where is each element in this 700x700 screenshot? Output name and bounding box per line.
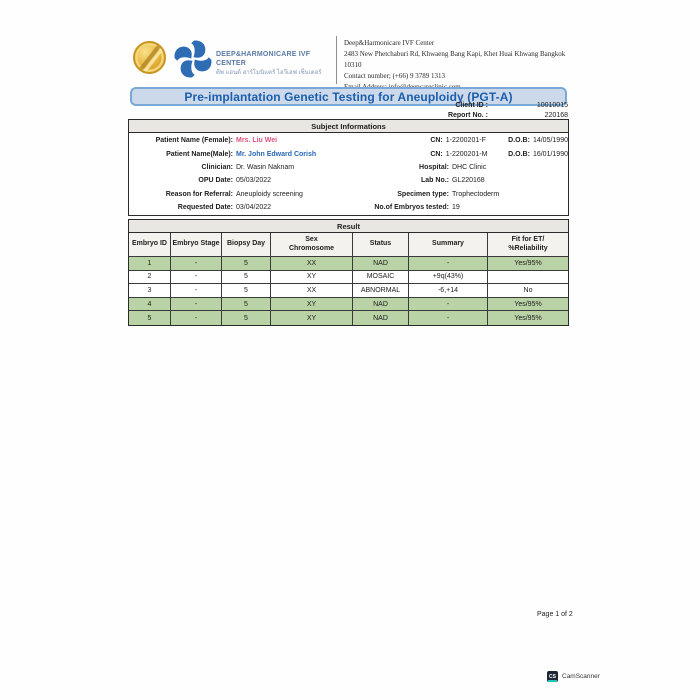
contact-line: Contact number; (+66) 9 3789 1313	[344, 72, 445, 80]
clinic-pinwheel-logo-icon	[172, 38, 214, 80]
camscanner-label: CamScanner	[562, 673, 600, 680]
cell-sex-chromosome: XX	[271, 284, 353, 298]
column-header: Embryo Stage	[171, 233, 222, 257]
report-no-label: Report No. :	[447, 112, 488, 120]
cell-sex-chromosome: XX	[271, 257, 353, 271]
column-header: Fit for ET/ %Reliability	[488, 233, 568, 257]
field-label: Specimen type:	[397, 190, 449, 198]
field-value: Aneuploidy screening	[236, 190, 303, 198]
patient-female-name: Mrs. Liu Wei	[236, 137, 278, 145]
report-no-value: 220168	[544, 112, 568, 120]
cell-biopsy-day: 5	[222, 271, 271, 285]
cell-sex-chromosome: XY	[271, 311, 353, 325]
cell-status: NAD	[353, 257, 409, 271]
field-value: 05/03/2022	[236, 177, 272, 185]
field-label: Reason for Referral:	[165, 190, 233, 198]
field-value: 19	[452, 204, 460, 212]
result-table-header	[129, 233, 568, 257]
cell-biopsy-day: 5	[222, 257, 271, 271]
client-id-value: 10010015	[536, 101, 568, 109]
cell-embryo-stage: -	[171, 311, 222, 325]
cell-fit-for-et: No	[488, 284, 568, 298]
contact-line: 2483 New Phetchaburi Rd, Khwaeng Bang Kapi, Khet Huai Khwang Bangkok 10310	[344, 50, 566, 69]
field-value: GL220168	[452, 177, 485, 185]
field-value: Trophectoderm	[452, 190, 500, 198]
subject-row	[129, 161, 568, 174]
result-section-title: Result	[129, 220, 568, 233]
cell-fit-for-et	[488, 271, 568, 285]
field-label: Patient Name (Female):	[155, 137, 233, 145]
subject-row	[129, 174, 568, 187]
subject-section-title: Subject Informations	[129, 120, 568, 133]
cell-embryo-stage: -	[171, 284, 222, 298]
camscanner-watermark	[547, 671, 600, 682]
cell-fit-for-et: Yes/95%	[488, 298, 568, 312]
field-value: DHC Clinic	[452, 163, 487, 171]
org-name: DEEP&HARMONICARE IVF CENTER	[216, 51, 311, 67]
contact-block	[336, 36, 572, 84]
field-value: Dr. Wasin Naknam	[236, 163, 295, 171]
cell-summary: -	[409, 257, 488, 271]
cell-summary: -	[409, 311, 488, 325]
subject-row	[129, 201, 568, 214]
subject-row	[129, 188, 568, 201]
field-label: D.O.B:	[508, 150, 530, 158]
cell-status: MOSAIC	[353, 271, 409, 285]
report-title: Pre-implantation Genetic Testing for Aneuploidy (PGT-A)	[130, 87, 567, 106]
subject-row	[129, 147, 568, 160]
cell-status: ABNORMAL	[353, 284, 409, 298]
column-header: Status	[353, 233, 409, 257]
gold-medal-icon	[133, 41, 166, 74]
column-header: Summary	[409, 233, 488, 257]
field-label: Lab No.:	[421, 177, 449, 185]
letterhead	[128, 36, 572, 84]
field-label: CN:	[430, 150, 443, 158]
subject-row	[129, 134, 568, 147]
cell-embryo-id: 3	[129, 284, 171, 298]
field-label: Clinician:	[201, 163, 233, 171]
column-header: Sex Chromosome	[271, 233, 353, 257]
field-value: 03/04/2022	[236, 204, 272, 212]
cell-biopsy-day: 5	[222, 298, 271, 312]
cell-fit-for-et: Yes/95%	[488, 257, 568, 271]
field-label: Hospital:	[419, 163, 449, 171]
cell-status: NAD	[353, 298, 409, 312]
subject-informations-section	[128, 119, 569, 216]
cell-embryo-id: 1	[129, 257, 171, 271]
contact-line: Deep&Harmonicare IVF Center	[344, 39, 435, 47]
cell-sex-chromosome: XY	[271, 271, 353, 285]
field-label: CN:	[430, 137, 443, 145]
cell-status: NAD	[353, 311, 409, 325]
cell-biopsy-day: 5	[222, 284, 271, 298]
cell-embryo-stage: -	[171, 298, 222, 312]
page-number: Page 1 of 2	[537, 611, 573, 618]
client-id-label: Client ID :	[455, 101, 488, 109]
result-table-body	[129, 257, 568, 325]
column-header: Embryo ID	[129, 233, 171, 257]
cell-embryo-id: 4	[129, 298, 171, 312]
cell-summary: -6,+14	[409, 284, 488, 298]
cell-summary: +9q(43%)	[409, 271, 488, 285]
cell-sex-chromosome: XY	[271, 298, 353, 312]
field-label: OPU Date:	[198, 177, 233, 185]
camscanner-icon: CS	[547, 671, 558, 682]
cell-fit-for-et: Yes/95%	[488, 311, 568, 325]
cell-summary: -	[409, 298, 488, 312]
result-section	[128, 219, 569, 326]
patient-male-name: Mr. John Edward Corish	[236, 150, 317, 158]
field-value: 16/01/1990	[532, 150, 568, 158]
field-value: 1-2200201-M	[445, 150, 488, 158]
cell-embryo-stage: -	[171, 257, 222, 271]
field-label: D.O.B:	[508, 137, 530, 145]
cell-biopsy-day: 5	[222, 311, 271, 325]
field-label: No.of Embryos tested:	[374, 204, 449, 212]
report-meta	[400, 100, 568, 121]
field-label: Requested Date:	[177, 204, 233, 212]
org-name-thai: ดีพ แอนด์ ฮาร์โมนิแคร์ ไอวีเอฟ เซ็นเตอร์	[216, 70, 322, 76]
cell-embryo-id: 2	[129, 271, 171, 285]
cell-embryo-stage: -	[171, 271, 222, 285]
field-label: Patient Name(Male):	[166, 150, 233, 158]
field-value: 1-2200201-F	[445, 137, 486, 145]
field-value: 14/05/1990	[532, 137, 568, 145]
cell-embryo-id: 5	[129, 311, 171, 325]
column-header: Biopsy Day	[222, 233, 271, 257]
